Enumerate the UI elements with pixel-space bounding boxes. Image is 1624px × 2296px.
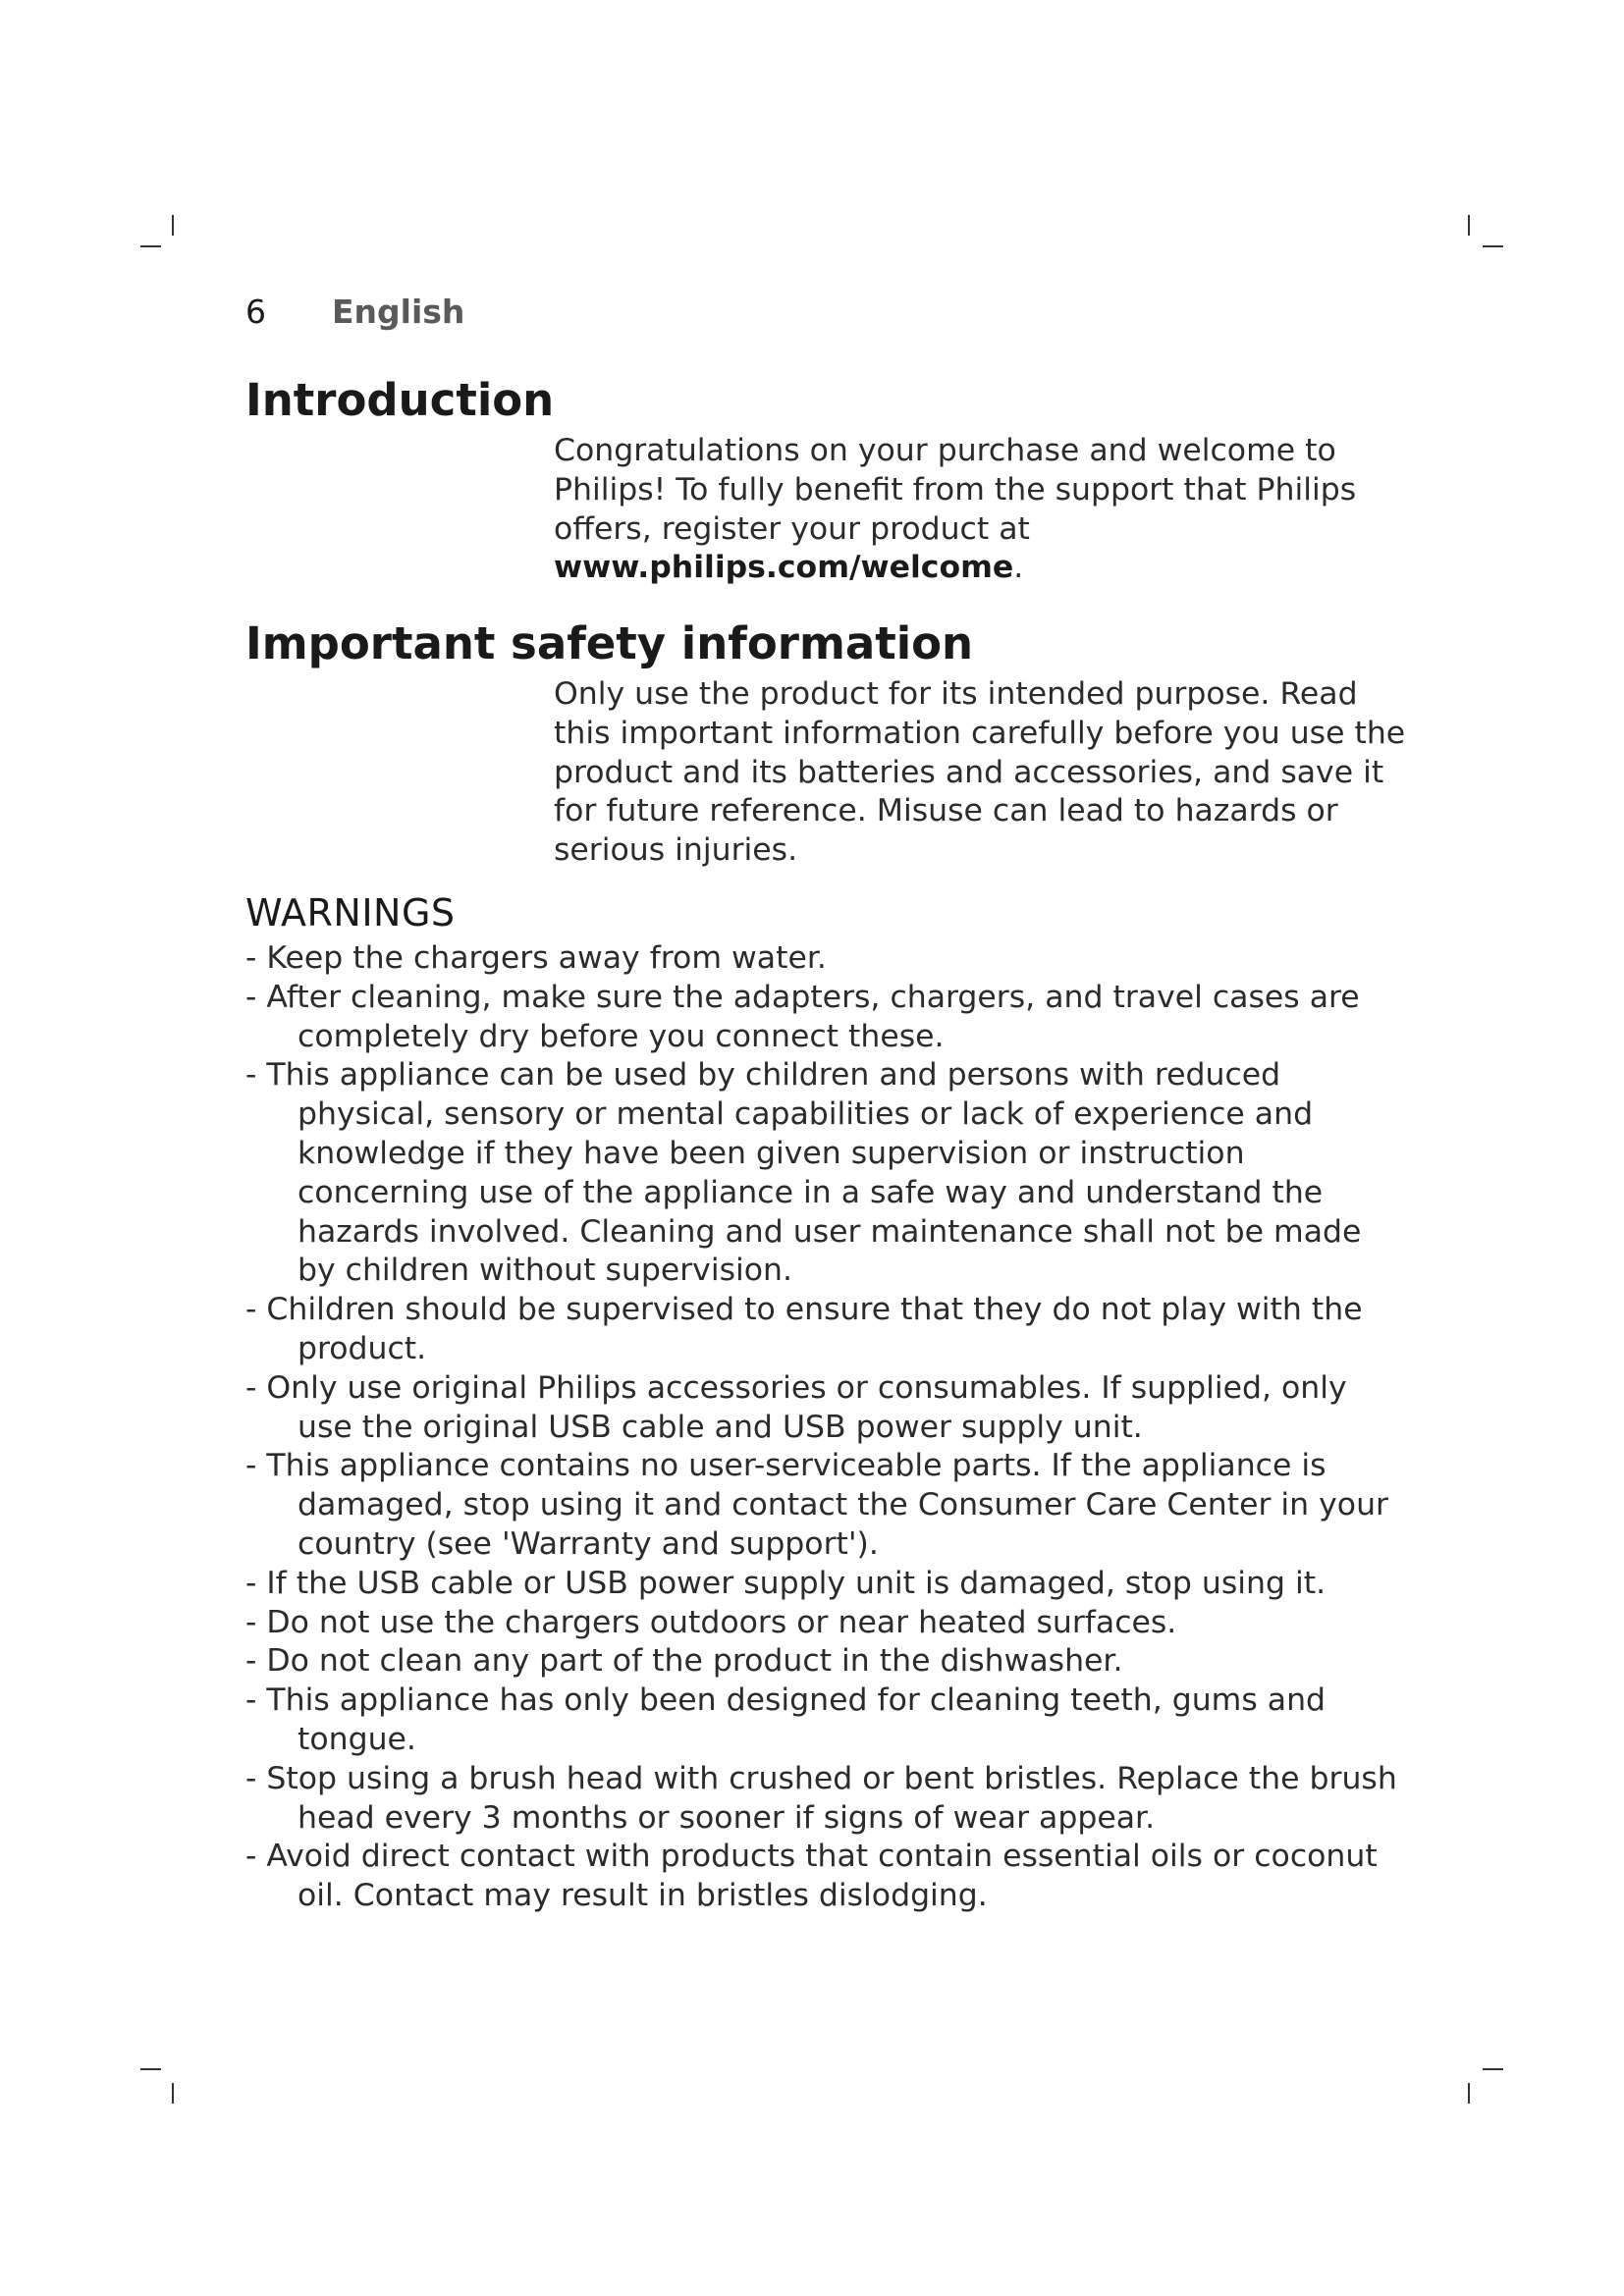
warning-item: - After cleaning, make sure the adapters, chargers, and travel cases are completely dry before you connect these. — [245, 979, 1404, 1057]
warning-item: - This appliance can be used by children and persons with reduced physical, sensory or mental capabilities or lack of experience and knowledge if they have been given supervision or instruction concerning use of the appliance in a safe way and understand the hazards involved. Cleaning and user maintenance shall not be made by children without supervision. — [245, 1056, 1404, 1291]
page-language: English — [332, 293, 465, 331]
crop-mark-bottom-left-horizontal — [140, 2068, 161, 2070]
introduction-paragraph — [554, 432, 1408, 588]
warnings-list — [245, 939, 1404, 1916]
warning-item: - If the USB cable or USB power supply unit is damaged, stop using it. — [245, 1565, 1404, 1604]
warning-item: - Children should be supervised to ensure that they do not play with the product. — [245, 1291, 1404, 1369]
welcome-link[interactable]: www.philips.com/welcome — [554, 550, 1014, 586]
warning-item: - Keep the chargers away from water. — [245, 939, 1404, 979]
crop-mark-bottom-right-horizontal — [1483, 2068, 1503, 2070]
warning-item: - This appliance has only been designed for cleaning teeth, gums and tongue. — [245, 1682, 1404, 1760]
warning-item: - Do not clean any part of the product in the dishwasher. — [245, 1642, 1404, 1682]
warning-item: - Only use original Philips accessories or consumables. If supplied, only use the original USB cable and USB power supply unit. — [245, 1369, 1404, 1448]
warning-item: - Do not use the chargers outdoors or near heated surfaces. — [245, 1604, 1404, 1643]
warning-item: - Avoid direct contact with products that contain essential oils or coconut oil. Contact may result in bristles dislodging. — [245, 1838, 1404, 1916]
crop-mark-bottom-right-vertical — [1468, 2083, 1470, 2104]
crop-mark-bottom-left-vertical — [172, 2083, 174, 2104]
warning-item: - This appliance contains no user-serviceable parts. If the appliance is damaged, stop using it and contact the Consumer Care Center in your country (see 'Warranty and support'). — [245, 1447, 1404, 1564]
introduction-suffix: . — [1013, 550, 1024, 586]
warnings-heading: WARNINGS — [245, 891, 456, 934]
page-header — [245, 291, 464, 334]
page-number: 6 — [245, 293, 266, 331]
crop-mark-top-right-horizontal — [1483, 245, 1503, 247]
safety-paragraph: Only use the product for its intended purpose. Read this important information carefully before you use the product and its batteries and accessories, and save it for future reference. Misuse can lead to hazards or serious injuries. — [554, 676, 1406, 869]
crop-mark-top-right-vertical — [1468, 215, 1470, 236]
introduction-heading: Introduction — [245, 374, 555, 426]
safety-heading: Important safety information — [245, 617, 974, 669]
crop-mark-top-left-vertical — [172, 215, 174, 236]
warning-item: - Stop using a brush head with crushed or bent bristles. Replace the brush head every 3 months or sooner if signs of wear appear. — [245, 1760, 1404, 1839]
introduction-text: Congratulations on your purchase and welcome to Philips! To fully benefit from the support that Philips offers, register your product at — [554, 433, 1357, 547]
crop-mark-top-left-horizontal — [140, 245, 161, 247]
